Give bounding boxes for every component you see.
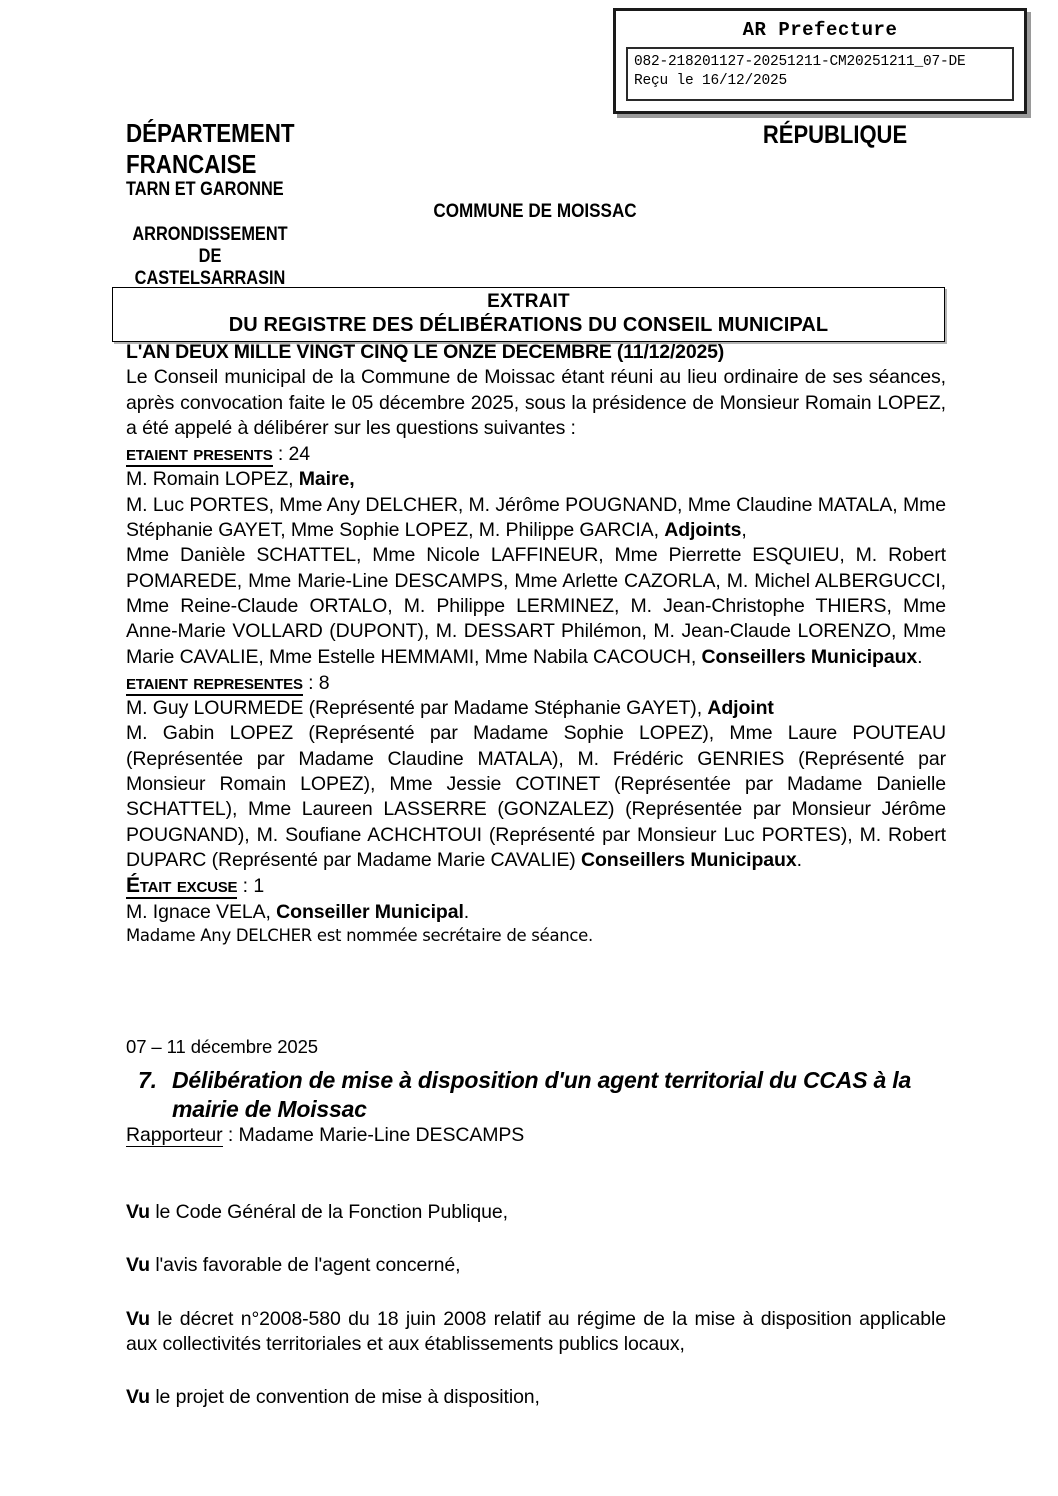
represented-list	[126, 721, 946, 873]
extrait-label: EXTRAIT	[487, 291, 570, 312]
ar-prefecture-details	[626, 47, 1014, 101]
represented-label: etaient representes	[126, 670, 303, 694]
represented-first-role: Adjoint	[707, 697, 774, 720]
session-intro: Le Conseil municipal de la Commune de Moissac étant réuni au lieu ordinaire de ses séances, après convocation faite le 05 décembre 2025, sous la présidence de Monsieur Romain LOPEZ, a été appelé à délibérer sur les questions suivantes :	[126, 366, 946, 439]
excused-member-line	[126, 900, 946, 925]
vu-text: le Code Général de la Fonction Publique,	[150, 1201, 508, 1223]
conseillers-present-list	[126, 543, 946, 669]
conseillers-present-tail: .	[917, 645, 923, 668]
vu-clause	[126, 1307, 946, 1358]
deliberation-title-block	[138, 1066, 958, 1124]
conseillers-present-names: Mme Danièle SCHATTEL, Mme Nicole LAFFINEUR, Mme Pierrette ESQUIEU, M. Robert POMAREDE, Mme Marie-Line DESCAMPS, Mme Arlette CAZORLA, M. Michel ALBERGUCCI, Mme Reine-Claude ORTALO, M. Philippe LERMINEZ, M. Jean-Christophe THIERS, Mme Anne-Marie VOLLARD (DUPONT), M. DESSART Philémon, M. Jean-Claude LORENZO, Mme Marie CAVALIE, Mme Estelle HEMMAMI, Mme Nabila CACOUCH,	[126, 544, 946, 668]
deliberation-number: 7.	[138, 1067, 157, 1093]
excused-member-name: M. Ignace VELA,	[126, 900, 277, 923]
departement-line-1: DÉPARTEMENT	[126, 118, 295, 148]
represented-first-name: M. Guy LOURMEDE (Représenté par Madame Stéphanie GAYET),	[126, 697, 708, 720]
vu-keyword: Vu	[126, 1201, 150, 1223]
represented-separator: :	[302, 671, 319, 694]
excused-member-tail: .	[463, 900, 470, 923]
excused-separator: :	[237, 875, 254, 898]
ar-prefecture-received-date: Reçu le 16/12/2025	[634, 73, 788, 89]
ar-prefecture-title: AR Prefecture	[742, 19, 898, 41]
deliberation-date-line: 07 – 11 décembre 2025	[126, 1036, 318, 1057]
conseillers-present-role: Conseillers Municipaux	[701, 645, 918, 668]
represented-names: M. Gabin LOPEZ (Représenté par Madame Sophie LOPEZ), Mme Laure POUTEAU (Représentée par Madame Claudine MATALA), M. Frédéric GENRIES (Représenté par Monsieur Romain LOPEZ), Mme Jessie COTINET (Représentée par Madame Danielle SCHATTEL), Mme Laureen LASSERRE (GONZALEZ) (Représentée par Monsieur Jérôme POUGNAND), M. Soufiane ACHCHTOUI (Représenté par Monsieur Luc PORTES), M. Robert DUPARC (Représenté par Madame Marie CAVALIE)	[126, 722, 946, 871]
adjoints-tail: ,	[741, 519, 747, 542]
arrondissement-block	[124, 224, 296, 290]
excused-label: Était excuse	[126, 874, 238, 898]
vu-clause	[126, 1385, 946, 1410]
rapporteur-name: Madame Marie-Line DESCAMPS	[238, 1124, 525, 1146]
adjoints-list	[126, 493, 946, 544]
vu-keyword: Vu	[126, 1307, 150, 1330]
session-body	[126, 340, 946, 925]
ar-prefecture-stamp	[613, 8, 1027, 114]
vu-keyword: Vu	[126, 1254, 150, 1277]
rapporteur-line	[126, 1123, 524, 1148]
represented-tail: .	[796, 848, 802, 871]
represented-count: 8	[318, 671, 330, 694]
maire-line	[126, 467, 946, 492]
commune-heading: COMMUNE DE MOISSAC	[433, 201, 637, 222]
excused-member-role: Conseiller Municipal	[276, 900, 464, 923]
secretary-note: Madame Any DELCHER est nommée secrétaire de séance.	[126, 926, 593, 945]
deliberation-title: Délibération de mise à disposition d'un agent territorial du CCAS à la mairie de Moissac	[172, 1067, 912, 1122]
represented-role: Conseillers Municipaux	[581, 848, 797, 871]
departement-heading	[126, 118, 401, 180]
vu-clauses	[126, 1200, 946, 1410]
adjoints-names: M. Luc PORTES, Mme Any DELCHER, M. Jérôme POUGNAND, Mme Claudine MATALA, Mme Stéphanie GAYET, Mme Sophie LOPEZ, M. Philippe GARCIA,	[126, 493, 946, 542]
arrondissement-ville: CASTELSARRASIN	[134, 268, 286, 289]
departement-line-2: FRANCAISE	[126, 149, 257, 179]
maire-role: Maire,	[298, 468, 355, 491]
presents-label: etaient presents	[126, 442, 273, 466]
vu-keyword: Vu	[126, 1386, 150, 1409]
arrondissement-preposition: DE	[198, 246, 222, 267]
extrait-box	[112, 287, 945, 342]
session-headline: L'AN DEUX MILLE VINGT CINQ LE ONZE DECEMBRE (11/12/2025)	[126, 341, 725, 363]
extrait-registre-label: DU REGISTRE DES DÉLIBÉRATIONS DU CONSEIL MUNICIPAL	[228, 314, 829, 336]
represented-first-line	[126, 696, 946, 721]
ar-prefecture-reference: 082-218201127-20251211-CM20251211_07-DE	[634, 54, 966, 70]
vu-text: le décret n°2008-580 du 18 juin 2008 relatif au régime de la mise à disposition applicable aux collectivités territoriales et aux établissements publics locaux,	[126, 1307, 946, 1355]
rapporteur-label: Rapporteur	[126, 1124, 223, 1146]
excused-heading	[126, 873, 946, 899]
maire-name: M. Romain LOPEZ,	[126, 468, 299, 491]
republique-heading: RÉPUBLIQUE	[762, 121, 908, 149]
rapporteur-separator: :	[222, 1124, 239, 1146]
vu-clause	[126, 1200, 946, 1225]
presents-separator: :	[272, 443, 289, 466]
presents-heading	[126, 441, 946, 467]
adjoints-role: Adjoints	[664, 519, 742, 542]
excused-count: 1	[253, 875, 265, 898]
vu-text: l'avis favorable de l'agent concerné,	[150, 1254, 461, 1277]
vu-clause	[126, 1253, 946, 1278]
presents-count: 24	[288, 443, 311, 466]
tarn-et-garonne-label: TARN ET GARONNE	[126, 179, 284, 200]
arrondissement-label: ARRONDISSEMENT	[132, 224, 288, 245]
represented-heading	[126, 670, 946, 696]
vu-text: le projet de convention de mise à disposition,	[150, 1386, 540, 1409]
